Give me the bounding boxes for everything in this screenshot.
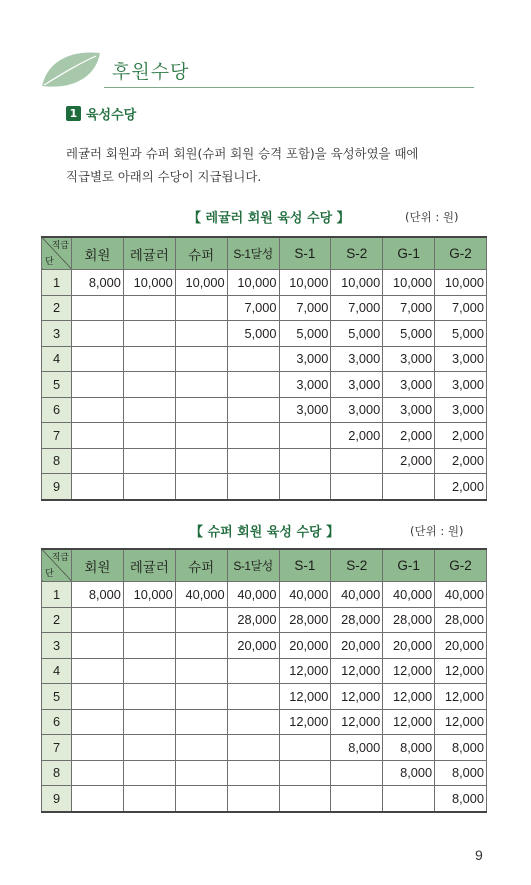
amount-cell	[123, 633, 175, 659]
amount-cell	[383, 474, 435, 500]
amount-cell	[175, 423, 227, 449]
amount-cell	[72, 658, 124, 684]
section-title: 후원수당	[112, 61, 190, 83]
header-row	[42, 549, 487, 582]
amount-cell: 28,000	[383, 607, 435, 633]
column-header: S-1	[279, 549, 331, 582]
column-header: S-2	[331, 237, 383, 270]
amount-cell: 12,000	[331, 709, 383, 735]
amount-cell	[72, 735, 124, 761]
column-header: 회원	[72, 237, 124, 270]
amount-cell	[331, 760, 383, 786]
amount-cell	[72, 397, 124, 423]
level-cell: 7	[42, 423, 72, 449]
amount-cell: 7,000	[227, 295, 279, 321]
table-row	[42, 760, 487, 786]
level-label: 단	[45, 568, 54, 578]
level-cell: 8	[42, 448, 72, 474]
amount-cell: 3,000	[383, 372, 435, 398]
amount-cell: 8,000	[435, 735, 487, 761]
level-cell: 6	[42, 397, 72, 423]
table-row	[42, 397, 487, 423]
amount-cell: 28,000	[435, 607, 487, 633]
page-number: 9	[475, 847, 483, 863]
table-row	[42, 684, 487, 710]
column-header: S-1달성	[227, 549, 279, 582]
amount-cell: 40,000	[279, 582, 331, 608]
table-row	[42, 658, 487, 684]
amount-cell	[72, 760, 124, 786]
amount-cell: 8,000	[435, 760, 487, 786]
level-cell: 4	[42, 658, 72, 684]
amount-cell: 3,000	[383, 397, 435, 423]
amount-cell: 3,000	[279, 372, 331, 398]
amount-cell	[123, 321, 175, 347]
amount-cell	[175, 786, 227, 812]
amount-cell: 2,000	[383, 448, 435, 474]
amount-cell	[72, 474, 124, 500]
amount-cell: 7,000	[383, 295, 435, 321]
amount-cell	[175, 346, 227, 372]
amount-cell	[383, 786, 435, 812]
amount-cell	[227, 786, 279, 812]
level-cell: 3	[42, 321, 72, 347]
amount-cell: 2,000	[331, 423, 383, 449]
amount-cell	[175, 735, 227, 761]
corner-header	[42, 549, 72, 582]
amount-cell: 20,000	[279, 633, 331, 659]
rank-label: 직급	[51, 240, 69, 250]
amount-cell: 3,000	[279, 397, 331, 423]
amount-cell: 2,000	[435, 448, 487, 474]
amount-cell: 20,000	[383, 633, 435, 659]
table-row	[42, 709, 487, 735]
amount-cell	[175, 321, 227, 347]
table1-caption: 【 레귤러 회원 육성 수당 】	[188, 211, 350, 226]
amount-cell	[175, 474, 227, 500]
table-row	[42, 474, 487, 500]
table-row	[42, 270, 487, 296]
amount-cell: 12,000	[279, 709, 331, 735]
amount-cell: 3,000	[331, 346, 383, 372]
table-row	[42, 321, 487, 347]
amount-cell	[123, 735, 175, 761]
column-header: G-2	[435, 549, 487, 582]
amount-cell: 5,000	[279, 321, 331, 347]
sub-heading-text: 육성수당	[86, 108, 137, 123]
table-row	[42, 448, 487, 474]
amount-cell	[72, 448, 124, 474]
amount-cell: 40,000	[227, 582, 279, 608]
amount-cell	[227, 397, 279, 423]
table-row	[42, 423, 487, 449]
title-divider	[104, 87, 474, 88]
amount-cell	[331, 448, 383, 474]
amount-cell: 2,000	[435, 423, 487, 449]
amount-cell: 20,000	[435, 633, 487, 659]
column-header: S-2	[331, 549, 383, 582]
amount-cell: 8,000	[435, 786, 487, 812]
amount-cell	[123, 397, 175, 423]
table-row	[42, 295, 487, 321]
amount-cell	[279, 423, 331, 449]
level-cell: 2	[42, 607, 72, 633]
amount-cell: 8,000	[383, 760, 435, 786]
amount-cell: 5,000	[227, 321, 279, 347]
amount-cell	[123, 372, 175, 398]
amount-cell: 20,000	[331, 633, 383, 659]
level-cell: 9	[42, 786, 72, 812]
column-header: 레귤러	[123, 549, 175, 582]
amount-cell	[123, 423, 175, 449]
level-cell: 1	[42, 582, 72, 608]
amount-cell: 3,000	[279, 346, 331, 372]
amount-cell	[175, 372, 227, 398]
amount-cell: 3,000	[383, 346, 435, 372]
column-header: G-2	[435, 237, 487, 270]
amount-cell: 12,000	[279, 684, 331, 710]
amount-cell	[331, 786, 383, 812]
amount-cell	[227, 448, 279, 474]
amount-cell	[175, 684, 227, 710]
amount-cell: 10,000	[123, 582, 175, 608]
amount-cell: 40,000	[175, 582, 227, 608]
amount-cell: 3,000	[331, 372, 383, 398]
amount-cell	[72, 607, 124, 633]
table-row	[42, 633, 487, 659]
corner-header	[42, 237, 72, 270]
level-cell: 8	[42, 760, 72, 786]
amount-cell: 8,000	[383, 735, 435, 761]
level-cell: 1	[42, 270, 72, 296]
amount-cell: 12,000	[279, 658, 331, 684]
amount-cell	[175, 607, 227, 633]
amount-cell: 40,000	[331, 582, 383, 608]
amount-cell	[72, 786, 124, 812]
amount-cell: 5,000	[331, 321, 383, 347]
level-label: 단	[45, 256, 54, 266]
amount-cell: 3,000	[435, 397, 487, 423]
amount-cell: 8,000	[331, 735, 383, 761]
column-header: 슈퍼	[175, 549, 227, 582]
amount-cell: 10,000	[227, 270, 279, 296]
amount-cell	[123, 295, 175, 321]
table-row	[42, 346, 487, 372]
amount-cell	[227, 423, 279, 449]
amount-cell	[72, 423, 124, 449]
amount-cell: 7,000	[279, 295, 331, 321]
level-cell: 9	[42, 474, 72, 500]
table2-caption: 【 슈퍼 회원 육성 수당 】	[190, 525, 340, 540]
column-header: S-1달성	[227, 237, 279, 270]
amount-cell	[227, 474, 279, 500]
amount-cell	[175, 448, 227, 474]
table1-unit: (단위 : 원)	[405, 210, 459, 224]
level-cell: 6	[42, 709, 72, 735]
table2-unit: (단위 : 원)	[410, 524, 464, 538]
amount-cell	[175, 760, 227, 786]
amount-cell: 7,000	[435, 295, 487, 321]
column-header: 슈퍼	[175, 237, 227, 270]
amount-cell	[279, 786, 331, 812]
amount-cell	[227, 760, 279, 786]
amount-cell	[279, 448, 331, 474]
amount-cell: 10,000	[175, 270, 227, 296]
table-row	[42, 786, 487, 812]
table-row	[42, 372, 487, 398]
column-header: 레귤러	[123, 237, 175, 270]
amount-cell: 10,000	[383, 270, 435, 296]
amount-cell: 12,000	[331, 684, 383, 710]
amount-cell: 12,000	[435, 709, 487, 735]
amount-cell: 12,000	[331, 658, 383, 684]
rank-label: 직급	[51, 552, 69, 562]
amount-cell	[227, 684, 279, 710]
amount-cell: 40,000	[383, 582, 435, 608]
amount-cell	[123, 709, 175, 735]
amount-cell	[123, 786, 175, 812]
amount-cell	[331, 474, 383, 500]
table-row	[42, 582, 487, 608]
sub-heading	[66, 104, 136, 123]
column-header: 회원	[72, 549, 124, 582]
amount-cell	[123, 684, 175, 710]
table-row	[42, 735, 487, 761]
amount-cell	[279, 474, 331, 500]
amount-cell	[72, 321, 124, 347]
column-header: G-1	[383, 549, 435, 582]
amount-cell	[227, 346, 279, 372]
amount-cell: 2,000	[435, 474, 487, 500]
amount-cell	[123, 474, 175, 500]
number-badge: 1	[66, 106, 81, 121]
amount-cell: 10,000	[123, 270, 175, 296]
level-cell: 3	[42, 633, 72, 659]
description-paragraph	[66, 142, 486, 188]
amount-cell	[227, 709, 279, 735]
amount-cell	[72, 709, 124, 735]
amount-cell: 12,000	[435, 658, 487, 684]
level-cell: 5	[42, 684, 72, 710]
level-cell: 7	[42, 735, 72, 761]
amount-cell	[279, 735, 331, 761]
amount-cell: 12,000	[383, 684, 435, 710]
amount-cell	[123, 448, 175, 474]
amount-cell	[72, 633, 124, 659]
amount-cell: 12,000	[435, 684, 487, 710]
amount-cell	[123, 658, 175, 684]
amount-cell: 7,000	[331, 295, 383, 321]
amount-cell: 12,000	[383, 709, 435, 735]
amount-cell: 28,000	[279, 607, 331, 633]
amount-cell: 3,000	[435, 346, 487, 372]
level-cell: 2	[42, 295, 72, 321]
paragraph-line: 레귤러 회원과 슈퍼 회원(슈퍼 회원 승격 포함)을 육성하였을 때에	[66, 146, 419, 161]
super-member-allowance-table	[41, 548, 487, 813]
amount-cell: 10,000	[279, 270, 331, 296]
amount-cell: 3,000	[331, 397, 383, 423]
amount-cell	[227, 735, 279, 761]
amount-cell: 40,000	[435, 582, 487, 608]
regular-member-allowance-table	[41, 236, 487, 501]
amount-cell: 20,000	[227, 633, 279, 659]
amount-cell: 8,000	[72, 270, 124, 296]
paragraph-line: 직급별로 아래의 수당이 지급됩니다.	[66, 169, 262, 184]
level-cell: 5	[42, 372, 72, 398]
amount-cell: 10,000	[331, 270, 383, 296]
amount-cell: 28,000	[227, 607, 279, 633]
amount-cell	[123, 607, 175, 633]
amount-cell: 3,000	[435, 372, 487, 398]
amount-cell	[279, 760, 331, 786]
amount-cell	[72, 372, 124, 398]
amount-cell	[175, 397, 227, 423]
level-cell: 4	[42, 346, 72, 372]
amount-cell	[175, 633, 227, 659]
amount-cell: 12,000	[383, 658, 435, 684]
amount-cell	[72, 295, 124, 321]
amount-cell: 5,000	[383, 321, 435, 347]
amount-cell	[72, 684, 124, 710]
amount-cell	[123, 760, 175, 786]
header-row	[42, 237, 487, 270]
amount-cell: 5,000	[435, 321, 487, 347]
table-row	[42, 607, 487, 633]
amount-cell	[175, 709, 227, 735]
amount-cell	[175, 658, 227, 684]
amount-cell: 10,000	[435, 270, 487, 296]
amount-cell: 2,000	[383, 423, 435, 449]
leaf-icon	[38, 46, 104, 92]
amount-cell	[227, 372, 279, 398]
amount-cell	[72, 346, 124, 372]
amount-cell	[123, 346, 175, 372]
amount-cell	[227, 658, 279, 684]
amount-cell: 8,000	[72, 582, 124, 608]
column-header: S-1	[279, 237, 331, 270]
column-header: G-1	[383, 237, 435, 270]
amount-cell: 28,000	[331, 607, 383, 633]
amount-cell	[175, 295, 227, 321]
